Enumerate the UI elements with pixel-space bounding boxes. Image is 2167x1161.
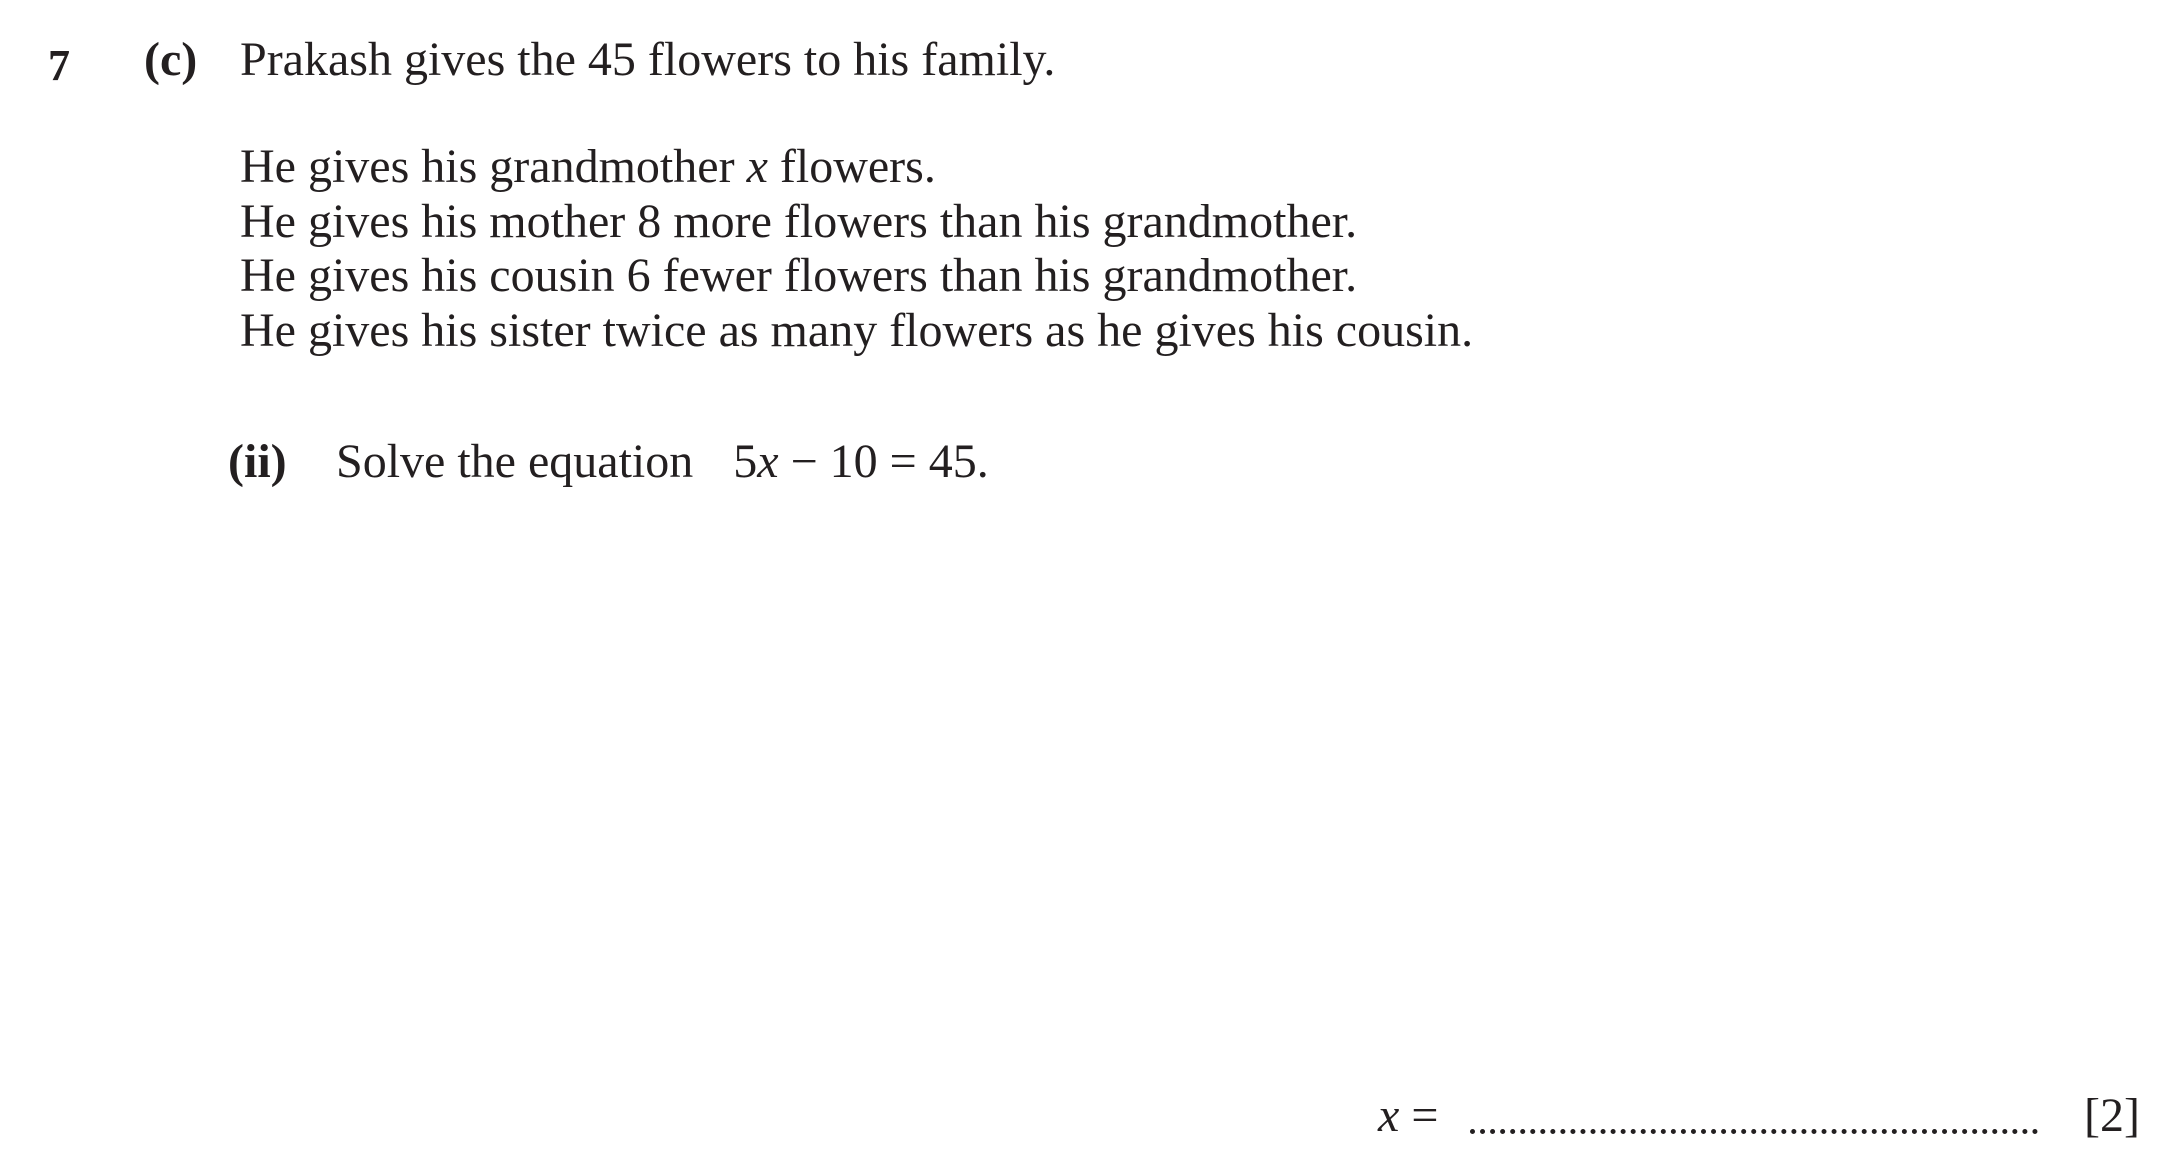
variable-x: x: [746, 140, 768, 193]
equation-rest: − 10 = 45.: [778, 435, 989, 488]
part-label: (c): [144, 33, 198, 86]
answer-variable: x: [1378, 1089, 1400, 1142]
equation: [733, 435, 988, 488]
info-line-sister: He gives his sister twice as many flowers as he gives his cousin.: [240, 303, 1474, 357]
instruction-text: Solve the equation: [336, 435, 694, 488]
question-number: 7: [48, 41, 70, 90]
marks-label: [2]: [2084, 1089, 2140, 1142]
info-line-grandmother: [240, 140, 1473, 195]
answer-line[interactable]: [1470, 1090, 2038, 1134]
info-line-text: He gives his grandmother: [240, 140, 747, 193]
subpart-instruction: [336, 432, 989, 492]
question-stem: Prakash gives the 45 flowers to his family.: [240, 33, 1056, 86]
info-line-mother: He gives his mother 8 more flowers than his grandmother.: [240, 194, 1358, 248]
equation-variable: x: [757, 435, 779, 488]
info-line-cousin: He gives his cousin 6 fewer flowers than his grandmother.: [240, 249, 1358, 302]
answer-equals: =: [1399, 1089, 1439, 1142]
equation-coefficient: 5: [733, 435, 758, 488]
info-line-text: flowers.: [767, 140, 936, 193]
information-block: [240, 140, 1473, 358]
subpart-label: (ii): [228, 435, 287, 488]
answer-label: [1378, 1086, 1438, 1146]
